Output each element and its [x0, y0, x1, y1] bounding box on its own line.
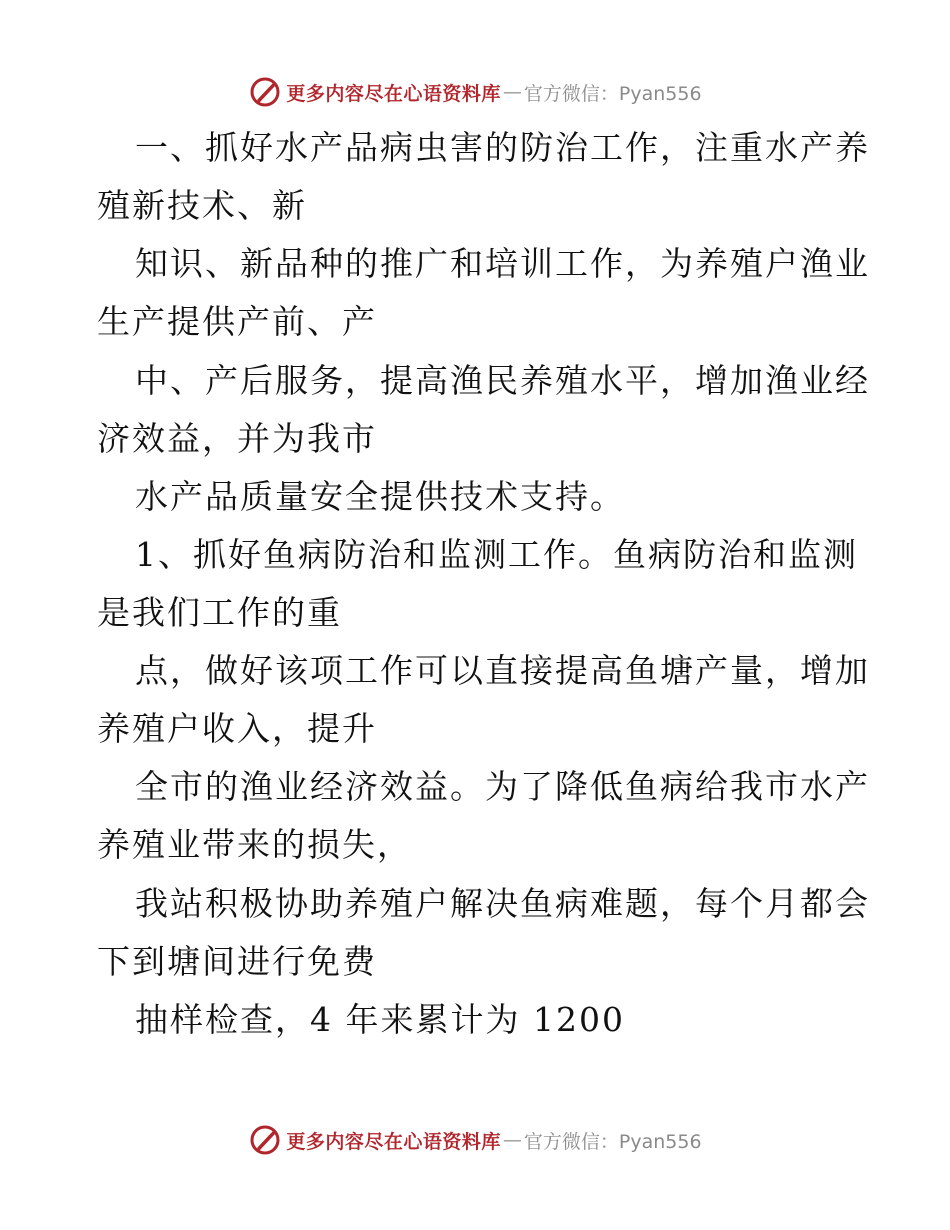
body-line: 一、抓好水产品病虫害的防治工作，注重水产养 [135, 128, 870, 167]
body-line: 点，做好该项工作可以直接提高鱼塘产量，增加 [135, 651, 870, 690]
quill-seal-icon [248, 1123, 282, 1157]
banner-brand-text: 更多内容尽在心语资料库 [286, 1130, 501, 1153]
banner-official-account: 官方微信：Pyan556 [523, 82, 702, 105]
banner-official-account: 官方微信：Pyan556 [523, 1130, 702, 1153]
body-line: 济效益，并为我市 [97, 419, 377, 458]
body-line: 抽样检查，4 年来累计为 1200 [135, 1000, 625, 1039]
body-line: 我站积极协助养殖户解决鱼病难题，每个月都会 [135, 884, 870, 923]
body-line: 生产提供产前、产 [97, 302, 377, 341]
body-line: 是我们工作的重 [97, 593, 342, 632]
body-line: 中、产后服务，提高渔民养殖水平，增加渔业经 [135, 361, 870, 400]
banner-separator: — [502, 81, 522, 103]
body-line: 下到塘间进行免费 [97, 942, 377, 981]
body-line: 养殖户收入，提升 [97, 709, 377, 748]
body-line: 知识、新品种的推广和培训工作，为养殖户渔业 [135, 244, 870, 283]
body-line: 养殖业带来的损失， [97, 825, 412, 864]
body-line: 全市的渔业经济效益。为了降低鱼病给我市水产 [135, 767, 870, 806]
body-line: 殖新技术、新 [97, 186, 307, 225]
body-line: 1、抓好鱼病防治和监测工作。鱼病防治和监测 [135, 535, 858, 574]
banner-brand-text: 更多内容尽在心语资料库 [286, 82, 501, 105]
footer-watermark-banner [0, 1120, 950, 1160]
banner-separator: — [502, 1129, 522, 1151]
body-line: 水产品质量安全提供技术支持。 [135, 477, 625, 516]
